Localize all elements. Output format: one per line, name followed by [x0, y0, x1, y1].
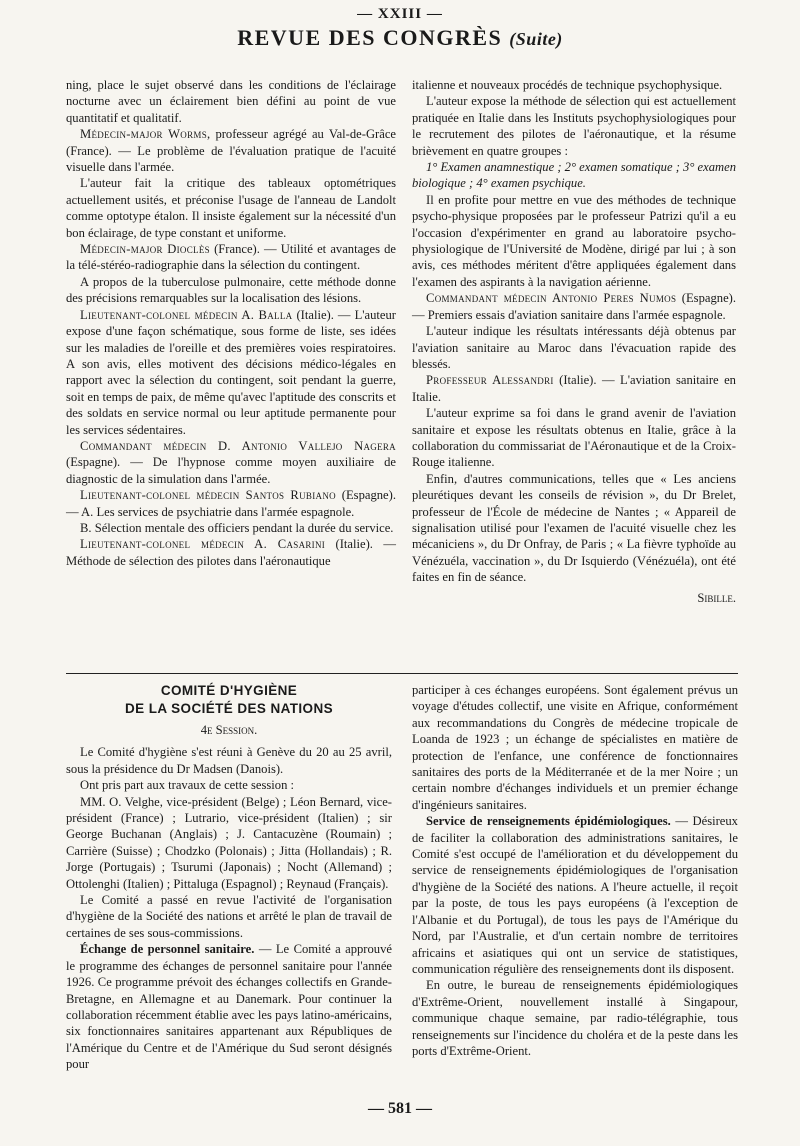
paragraph: ning, place le sujet observé dans les conditions de l'éclairage nocturne avec un éclairement bien défini au point de vue quantitatif et qualitatif. [66, 78, 396, 125]
roman-page-number: — XXIII — [357, 6, 443, 22]
top-right-column [412, 77, 736, 606]
paragraph: Ont pris part aux travaux de cette session : [80, 778, 295, 793]
bottom-left-column [66, 682, 392, 1073]
paragraph: En outre, le bureau de renseignements épidémiologiques d'Extrême-Orient, nouvellement installé à Singapour, communique chaque semaine, par radio-télégraphie, tous renseignements sur l'incidence du choléra et de la peste dans les ports d'Extrême-Orient. [412, 978, 738, 1058]
section-title-line-2: DE LA SOCIÉTÉ DES NATIONS [124, 701, 334, 716]
paragraph [66, 438, 396, 487]
paragraph [66, 307, 396, 438]
author-name: Commandant médecin D. Antonio Vallejo Nagera [80, 438, 396, 453]
paragraph-text: (Espagne). — A. Les services de psychiatrie dans l'armée espagnole. [66, 488, 396, 519]
paragraph [66, 487, 396, 520]
paragraph: participer à ces échanges européens. Sont également prévus un voyage d'études collectif, une visite en Afrique, conformément aux recommandations du Congrès de médecine tropicale de Loanda de 1923 ; un échange de spécialistes en matière de protection de l'enfance, une conférence de fonctionnaires sanitaires des ports de la Méditerranée et de la mer Noire ; un certain nombre d'échanges individuels et un premier échange d'ingénieurs sanitaires. [412, 683, 738, 812]
running-header-title: REVUE DES CONGRÈS [237, 25, 503, 50]
paragraph-text: (Espagne). — Premiers essais d'aviation sanitaire dans l'armée espagnole. [412, 291, 736, 322]
paragraph-text: (France). — Utilité et avantages de la télé-stéréo-radiographie dans la sélection du contingent. [66, 242, 396, 273]
paragraph: Il en profite pour mettre en vue des méthodes de technique psycho-physique proposées par le professeur Patrizi qu'il a eu l'occasion d'expérimenter en grand au laboratoire psycho-physiologique de l'Université de Modène, dirigé par lui ; à son avis, ces méthodes méritent d'être appliquées également dans l'examen des aspirants à la navigation aérienne. [412, 192, 736, 289]
paragraph: Enfin, d'autres communications, telles que « Les anciens pleurétiques devant les conseils de révision », du Dr Brelet, professeur de l'École de médecine de Nantes ; « Appareil de signalisation utilisé pour l'examen de l'acuité visuelle chez les mécaniciens », du Dr Onfray, de Paris ; « La fièvre typhoïde au Vénézuéla, vaccination », du Dr Isquierdo (Vénézuéla), ont été faites en fin de séance. [412, 471, 736, 585]
paragraph [66, 536, 396, 569]
paragraph [412, 813, 738, 977]
paragraph-text: (Italie). — L'auteur expose d'une façon schématique, sous forme de liste, ses idées sur les maladies de l'oreille et des premières voies respiratoires. A son avis, elles motivent des décisions médico-légales en rapport avec la sélection du contingent, soit pendant la guerre, soit en temps de paix, de même qu'avec l'aptitude des conscrits et des soldats en service normal ou leur aptitude permanente pour les services sédentaires. [66, 307, 396, 437]
paragraph-text: (Espagne). — De l'hypnose comme moyen auxiliaire de diagnostic de la simulation dans l'armée. [66, 455, 396, 486]
paragraph-text: , professeur agrégé au Val-de-Grâce (France). — Le problème de l'évaluation pratique de l'acuité visuelle dans l'armée. [66, 127, 396, 175]
page-number: — 581 — [368, 1100, 432, 1117]
top-left-column [66, 77, 396, 569]
exam-list: 1° Examen anamnestique ; 2° examen somatique ; 3° examen biologique ; 4° examen psychique. [412, 160, 736, 191]
paragraph: italienne et nouveaux procédés de technique psychophysique. [412, 78, 723, 92]
paragraph: L'auteur exprime sa foi dans le grand avenir de l'aviation sanitaire et expose les résultats obtenus en Italie, grâce à la collaboration du commissariat de l'Aéronautique et de la Croix-Rouge italienne. [412, 406, 736, 470]
signature: Sibille. [697, 590, 736, 605]
paragraph: Le Comité d'hygiène s'est réuni à Genève du 20 au 25 avril, sous la présidence du Dr Madsen (Danois). [66, 745, 392, 776]
author-name: Commandant médecin Antonio Peres Numos [426, 291, 677, 306]
author-name: Lieutenant-colonel médecin Santos Rubiano [80, 488, 336, 503]
paragraph [66, 241, 396, 274]
running-header [0, 25, 800, 51]
section-title-line-1: COMITÉ D'HYGIÈNE [160, 683, 298, 698]
paragraph [412, 372, 736, 405]
author-name: Médecin-major Worms [80, 127, 208, 142]
paragraph: Le Comité a passé en revue l'activité de l'organisation d'hygiène de la Société des nations et arrêté le plan de travail de certaines de ses sous-commissions. [66, 893, 392, 940]
author-name: Professeur Alessandri [426, 373, 554, 388]
paragraph-lead: Échange de personnel sanitaire. [80, 942, 255, 957]
paragraph: L'auteur expose la méthode de sélection qui est actuellement pratiquée en Italie dans les Instituts psychophysiologiques pour le recrutement des pilotes de l'aéronautique, et la résume brièvement en quatre groupes : [412, 94, 736, 158]
paragraph-text: (Italie). — L'aviation sanitaire en Italie. [412, 373, 736, 404]
paragraph: A propos de la tuberculose pulmonaire, cette méthode donne des précisions remarquables sur la localisation des lésions. [66, 274, 396, 306]
paragraph [412, 290, 736, 323]
paragraph [66, 126, 396, 175]
running-header-suffix: (Suite) [509, 29, 563, 49]
section-divider [66, 673, 738, 674]
author-name: Lieutenant-colonel médecin A. Balla [80, 307, 293, 322]
session-label: 4e Session. [200, 723, 258, 737]
paragraph: L'auteur indique les résultats intéressants déjà obtenus par l'aviation sanitaire au Maroc dans l'évacuation rapide des blessés. [412, 324, 736, 371]
author-name: Médecin-major Dioclès [80, 242, 210, 257]
paragraph [66, 941, 392, 1072]
paragraph-lead: Service de renseignements épidémiologiques. [426, 814, 671, 829]
paragraph-text: — Désireux de faciliter la collaboration des administrations sanitaires, le Comité s'est occupé de l'amélioration et du développement du service de renseignements épidémiologiques de l'organisation d'hygiène de la Société des nations. A l'heure actuelle, il reçoit par la poste, de tous les pays européens (à l'exception de l'Albanie et du Portugal), de tous les pays de l'Amérique du Nord, par l'Australie, et d'un certain nombre de territoires africains et asiatiques qui ont un service de statistiques, communication régulière des renseignements dont ils disposent. [412, 814, 738, 976]
bottom-right-column [412, 682, 738, 1059]
paragraph: L'auteur fait la critique des tableaux optométriques actuellement usités, et préconise l'usage de l'anneau de Landolt comme optotype étalon. Il insiste également sur la nécessité d'un bon éclairage, de type constant et uniforme. [66, 176, 396, 240]
paragraph-text: — Le Comité a approuvé le programme des échanges de personnel sanitaire pour l'année 1926. Ce programme prévoit des échanges collectifs en Grande-Bretagne, en Allemagne et au Danemark. Pour continuer la collaboration récemment établie avec les pays latino-américains, six fonctionnaires sanitaires appartenant aux Républiques de l'Amérique du Centre et de l'Amérique du Sud seront désignés pour [66, 942, 392, 1072]
paragraph-text: (Italie). — Méthode de sélection des pilotes dans l'aéronautique [66, 537, 396, 568]
paragraph: B. Sélection mentale des officiers pendant la durée du service. [80, 520, 394, 535]
author-name: Lieutenant-colonel médecin A. Casarini [80, 537, 326, 552]
paragraph: MM. O. Velghe, vice-président (Belge) ; Léon Bernard, vice-président (France) ; Lutrario, vice-président (Italien) ; sir George Buchanan (Anglais) ; J. Cantacuzène (Roumain) ; Carrière (Suisse) ; Chodzko (Polonais) ; Jitta (Hollandais) ; R. Jorge (Portugais) ; Tsurumi (Japonais) ; Nocht (Allemand) ; Ottolenghi (Italien) ; Pittaluga (Espagnol) ; Reynaud (Français). [66, 794, 392, 891]
